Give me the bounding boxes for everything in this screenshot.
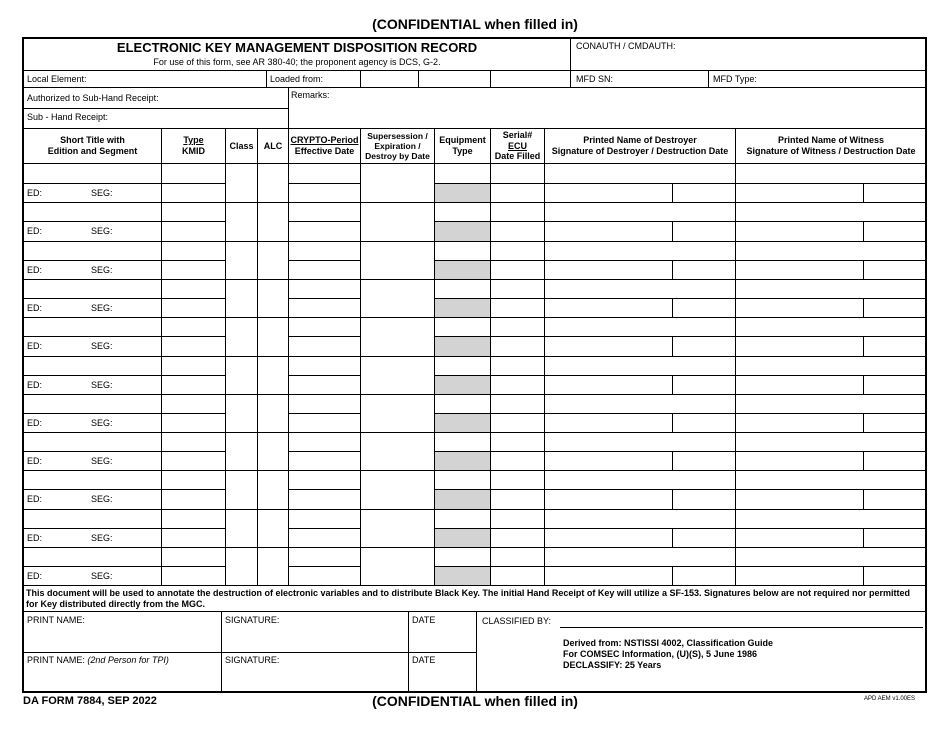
class-field[interactable]: [226, 279, 257, 317]
witness-name-field[interactable]: [736, 241, 926, 260]
col-short-title: Short Title with Edition and Segment: [47, 135, 138, 156]
class-field[interactable]: [226, 164, 257, 202]
local-element-field[interactable]: [23, 71, 266, 87]
witness-date-field[interactable]: [864, 221, 926, 241]
supersession-field[interactable]: [361, 356, 434, 394]
short-title-field[interactable]: [23, 432, 161, 451]
serial-ecu-field[interactable]: [491, 164, 544, 183]
signature-2-label: SIGNATURE:: [225, 655, 280, 665]
alc-field[interactable]: [258, 470, 288, 509]
serial-ecu-field[interactable]: [491, 279, 544, 298]
crypto-period-field[interactable]: [289, 279, 360, 298]
witness-signature-field[interactable]: [736, 260, 863, 279]
crypto-period-field[interactable]: [289, 394, 360, 413]
short-title-field[interactable]: [23, 470, 161, 489]
crypto-period-field[interactable]: [289, 356, 360, 375]
row-ed-label: ED:: [27, 265, 43, 275]
class-field[interactable]: [226, 317, 257, 356]
destroyer-name-field[interactable]: [545, 470, 735, 489]
col-serial-ecu: Serial# ECU Date Filled: [494, 130, 541, 161]
equipment-type-field[interactable]: [435, 547, 490, 566]
destruction-date-field[interactable]: [673, 298, 735, 317]
destroyer-name-field[interactable]: [545, 241, 735, 260]
destroyer-signature-field[interactable]: [545, 375, 672, 394]
destroyer-signature-field[interactable]: [545, 221, 672, 241]
kmid-field[interactable]: [162, 241, 225, 260]
short-title-field[interactable]: [23, 509, 161, 528]
supersession-field[interactable]: [361, 164, 434, 202]
equipment-type-field[interactable]: [435, 394, 490, 413]
row-seg-label: SEG:: [91, 571, 113, 581]
supersession-field[interactable]: [361, 394, 434, 432]
equipment-type-shaded-cell: [435, 222, 490, 241]
destruction-date-field[interactable]: [673, 221, 735, 241]
crypto-period-field[interactable]: [289, 164, 360, 183]
crypto-period-field[interactable]: [289, 432, 360, 451]
row-seg-label: SEG:: [91, 418, 113, 428]
destroyer-name-field[interactable]: [545, 394, 735, 413]
witness-signature-field[interactable]: [736, 489, 863, 509]
form-title: ELECTRONIC KEY MANAGEMENT DISPOSITION RECORD: [116, 40, 478, 55]
witness-date-field[interactable]: [864, 489, 926, 509]
witness-signature-field[interactable]: [736, 451, 863, 470]
mfd-type-label: MFD Type:: [713, 74, 757, 84]
witness-name-field[interactable]: [736, 509, 926, 528]
supersession-field[interactable]: [361, 547, 434, 585]
serial-ecu-field[interactable]: [491, 317, 544, 336]
serial-ecu-field[interactable]: [491, 241, 544, 260]
row-seg-label: SEG:: [91, 533, 113, 543]
alc-field[interactable]: [258, 509, 288, 547]
destroyer-signature-field[interactable]: [545, 489, 672, 509]
witness-date-field[interactable]: [864, 260, 926, 279]
destroyer-signature-field[interactable]: [545, 183, 672, 202]
class-field[interactable]: [226, 432, 257, 470]
col-crypto-period: CRYPTO-Period Effective Date: [290, 135, 359, 156]
destroyer-signature-field[interactable]: [545, 566, 672, 585]
equipment-type-field[interactable]: [435, 241, 490, 260]
destroyer-name-field[interactable]: [545, 547, 735, 566]
date-2-field[interactable]: [409, 653, 475, 692]
form-number: DA FORM 7884, SEP 2022: [23, 695, 157, 707]
serial-ecu-field[interactable]: [491, 470, 544, 489]
loaded-from-label: Loaded from:: [270, 74, 324, 84]
serial-ecu-field[interactable]: [491, 202, 544, 221]
alc-field[interactable]: [258, 279, 288, 317]
destruction-date-field[interactable]: [673, 489, 735, 509]
class-field[interactable]: [226, 547, 257, 585]
date-field[interactable]: [409, 612, 475, 652]
class-field[interactable]: [226, 394, 257, 432]
local-element-label: Local Element:: [27, 74, 87, 84]
supersession-field[interactable]: [361, 432, 434, 470]
row-seg-label: SEG:: [91, 265, 113, 275]
classified-by-label: CLASSIFIED BY:: [482, 616, 552, 626]
remarks-field[interactable]: [289, 88, 926, 128]
witness-signature-field[interactable]: [736, 221, 863, 241]
witness-date-field[interactable]: [864, 413, 926, 432]
crypto-period-field[interactable]: [289, 241, 360, 260]
confidential-banner-top: (CONFIDENTIAL when filled in): [372, 16, 578, 32]
short-title-field[interactable]: [23, 279, 161, 298]
row-seg-label: SEG:: [91, 303, 113, 313]
row-seg-label: SEG:: [91, 341, 113, 351]
version-label: APD AEM v1.00ES: [864, 696, 916, 702]
short-title-field[interactable]: [23, 317, 161, 336]
crypto-period-field[interactable]: [289, 547, 360, 566]
conauth-field[interactable]: [571, 38, 926, 70]
witness-name-field[interactable]: [736, 394, 926, 413]
witness-name-field[interactable]: [736, 202, 926, 221]
crypto-period-field[interactable]: [289, 470, 360, 489]
crypto-period-field[interactable]: [289, 202, 360, 221]
supersession-field[interactable]: [361, 470, 434, 509]
destroyer-name-field[interactable]: [545, 202, 735, 221]
sub-hand-receipt-field[interactable]: [23, 109, 288, 128]
short-title-field[interactable]: [23, 356, 161, 375]
short-title-field[interactable]: [23, 241, 161, 260]
witness-name-field[interactable]: [736, 279, 926, 298]
supersession-field[interactable]: [361, 509, 434, 547]
class-field[interactable]: [226, 509, 257, 547]
short-title-field[interactable]: [23, 394, 161, 413]
col-equipment-type: Equipment Type: [439, 135, 486, 156]
kmid-field[interactable]: [162, 432, 225, 451]
witness-name-field[interactable]: [736, 164, 926, 183]
destruction-date-field[interactable]: [673, 528, 735, 547]
row-ed-label: ED:: [27, 494, 43, 504]
witness-name-field[interactable]: [736, 356, 926, 375]
row-ed-label: ED:: [27, 226, 43, 236]
serial-ecu-field[interactable]: [491, 432, 544, 451]
date-label: DATE: [412, 615, 436, 625]
signature-2-field[interactable]: [222, 653, 408, 692]
row-ed-label: ED:: [27, 533, 43, 543]
destruction-date-field[interactable]: [673, 183, 735, 202]
destruction-date-field[interactable]: [673, 336, 735, 356]
witness-signature-field[interactable]: [736, 336, 863, 356]
authorized-sub-hand-field[interactable]: [23, 88, 288, 108]
mfd-sn-field[interactable]: [571, 71, 708, 87]
confidential-banner-bottom: (CONFIDENTIAL when filled in): [372, 693, 578, 709]
print-name-field[interactable]: [23, 612, 221, 652]
row-seg-label: SEG:: [91, 226, 113, 236]
destroyer-name-field[interactable]: [545, 317, 735, 336]
equipment-type-field[interactable]: [435, 202, 490, 221]
destroyer-signature-field[interactable]: [545, 528, 672, 547]
equipment-type-field[interactable]: [435, 279, 490, 298]
supersession-field[interactable]: [361, 317, 434, 356]
mfd-type-field[interactable]: [709, 71, 926, 87]
row-seg-label: SEG:: [91, 456, 113, 466]
kmid-field[interactable]: [162, 356, 225, 375]
alc-field[interactable]: [258, 317, 288, 356]
row-ed-label: ED:: [27, 456, 43, 466]
witness-signature-field[interactable]: [736, 528, 863, 547]
supersession-field[interactable]: [361, 202, 434, 241]
derived-from-text: Derived from: NSTISSI 4002, Classification Guide For COMSEC Information, (U)(S), 5 June 1986 DECLASSIFY: 25 Years: [563, 638, 774, 670]
short-title-field[interactable]: [23, 164, 161, 183]
destroyer-signature-field[interactable]: [545, 336, 672, 356]
witness-signature-field[interactable]: [736, 375, 863, 394]
destroyer-signature-field[interactable]: [545, 413, 672, 432]
serial-ecu-field[interactable]: [491, 509, 544, 528]
classified-by-field[interactable]: [560, 613, 923, 627]
equipment-type-field[interactable]: [435, 432, 490, 451]
equipment-type-shaded-cell: [435, 414, 490, 432]
alc-field[interactable]: [258, 202, 288, 241]
row-ed-label: ED:: [27, 418, 43, 428]
kmid-field[interactable]: [162, 509, 225, 528]
equipment-type-shaded-cell: [435, 567, 490, 585]
class-field[interactable]: [226, 356, 257, 394]
supersession-field[interactable]: [361, 241, 434, 279]
equipment-type-field[interactable]: [435, 356, 490, 375]
equipment-type-field[interactable]: [435, 317, 490, 336]
col-alc: ALC: [263, 141, 283, 151]
witness-date-field[interactable]: [864, 336, 926, 356]
destruction-date-field[interactable]: [673, 451, 735, 470]
equipment-type-shaded-cell: [435, 337, 490, 356]
print-name-label: PRINT NAME:: [27, 615, 85, 625]
print-name-2-field[interactable]: [23, 653, 221, 692]
witness-date-field[interactable]: [864, 451, 926, 470]
signature-field[interactable]: [222, 612, 408, 652]
date-2-label: DATE: [412, 655, 436, 665]
row-seg-label: SEG:: [91, 188, 113, 198]
alc-field[interactable]: [258, 432, 288, 470]
serial-ecu-field[interactable]: [491, 394, 544, 413]
row-ed-label: ED:: [27, 571, 43, 581]
kmid-field[interactable]: [162, 317, 225, 336]
destroyer-signature-field[interactable]: [545, 298, 672, 317]
col-type-kmid: Type KMID: [182, 135, 205, 156]
witness-date-field[interactable]: [864, 528, 926, 547]
alc-field[interactable]: [258, 547, 288, 585]
witness-date-field[interactable]: [864, 375, 926, 394]
remarks-label: Remarks:: [291, 90, 330, 100]
mfd-sn-label: MFD SN:: [576, 74, 613, 84]
alc-field[interactable]: [258, 164, 288, 202]
witness-signature-field[interactable]: [736, 413, 863, 432]
equipment-type-shaded-cell: [435, 184, 490, 202]
witness-name-field[interactable]: [736, 317, 926, 336]
equipment-type-shaded-cell: [435, 490, 490, 509]
destroyer-name-field[interactable]: [545, 164, 735, 183]
conauth-label: CONAUTH / CMDAUTH:: [576, 41, 676, 51]
short-title-field[interactable]: [23, 202, 161, 221]
equipment-type-shaded-cell: [435, 299, 490, 317]
serial-ecu-field[interactable]: [491, 547, 544, 566]
kmid-field[interactable]: [162, 394, 225, 413]
second-person-note: (2nd Person for TPI): [87, 655, 169, 665]
destruction-date-field[interactable]: [673, 566, 735, 585]
witness-signature-field[interactable]: [736, 566, 863, 585]
destroyer-name-field[interactable]: [545, 432, 735, 451]
witness-signature-field[interactable]: [736, 298, 863, 317]
row-seg-label: SEG:: [91, 494, 113, 504]
equipment-type-shaded-cell: [435, 529, 490, 547]
destruction-date-field[interactable]: [673, 260, 735, 279]
class-field[interactable]: [226, 202, 257, 241]
witness-name-field[interactable]: [736, 547, 926, 566]
row-ed-label: ED:: [27, 380, 43, 390]
destroyer-name-field[interactable]: [545, 279, 735, 298]
row-ed-label: ED:: [27, 341, 43, 351]
kmid-field[interactable]: [162, 164, 225, 183]
class-field[interactable]: [226, 241, 257, 279]
row-ed-label: ED:: [27, 188, 43, 198]
short-title-field[interactable]: [23, 547, 161, 566]
print-name-2-label: PRINT NAME: (2nd Person for TPI): [27, 655, 169, 665]
destruction-date-field[interactable]: [673, 413, 735, 432]
signature-label: SIGNATURE:: [225, 615, 280, 625]
col-supersession: Supersession / Expiration / Destroy by Date: [365, 131, 430, 161]
destroyer-signature-field[interactable]: [545, 260, 672, 279]
equipment-type-field[interactable]: [435, 164, 490, 183]
kmid-field[interactable]: [162, 202, 225, 221]
col-witness: Printed Name of Witness Signature of Witness / Destruction Date: [746, 135, 916, 156]
row-ed-label: ED:: [27, 303, 43, 313]
destroyer-name-field[interactable]: [545, 509, 735, 528]
kmid-field[interactable]: [162, 547, 225, 566]
authorized-sub-hand-label: Authorized to Sub-Hand Receipt:: [27, 93, 159, 103]
equipment-type-shaded-cell: [435, 261, 490, 279]
crypto-period-field[interactable]: [289, 317, 360, 336]
witness-date-field[interactable]: [864, 298, 926, 317]
col-destroyer: Printed Name of Destroyer Signature of Destroyer / Destruction Date: [551, 135, 729, 156]
notice-text: This document will be used to annotate the destruction of electronic variables and to distribute Black Key. The initial Hand Receipt of Key will utilize a SF-153. Signatures below are not required nor permitted for Key distributed directly from the MGC.: [26, 588, 910, 609]
class-field[interactable]: [226, 470, 257, 509]
equipment-type-field[interactable]: [435, 509, 490, 528]
alc-field[interactable]: [258, 394, 288, 432]
sub-hand-receipt-label: Sub - Hand Receipt:: [27, 112, 109, 122]
form-subtitle: For use of this form, see AR 380-40; the proponent agency is DCS, G-2.: [153, 57, 441, 67]
witness-date-field[interactable]: [864, 183, 926, 202]
kmid-field[interactable]: [162, 279, 225, 298]
destroyer-name-field[interactable]: [545, 356, 735, 375]
alc-field[interactable]: [258, 356, 288, 394]
equipment-type-field[interactable]: [435, 470, 490, 489]
equipment-type-shaded-cell: [435, 452, 490, 470]
witness-name-field[interactable]: [736, 432, 926, 451]
witness-date-field[interactable]: [864, 566, 926, 585]
kmid-field[interactable]: [162, 470, 225, 489]
supersession-field[interactable]: [361, 279, 434, 317]
col-class: Class: [229, 141, 254, 151]
witness-signature-field[interactable]: [736, 183, 863, 202]
crypto-period-field[interactable]: [289, 509, 360, 528]
equipment-type-shaded-cell: [435, 376, 490, 394]
destroyer-signature-field[interactable]: [545, 451, 672, 470]
destruction-date-field[interactable]: [673, 375, 735, 394]
row-seg-label: SEG:: [91, 380, 113, 390]
witness-name-field[interactable]: [736, 470, 926, 489]
alc-field[interactable]: [258, 241, 288, 279]
serial-ecu-field[interactable]: [491, 356, 544, 375]
